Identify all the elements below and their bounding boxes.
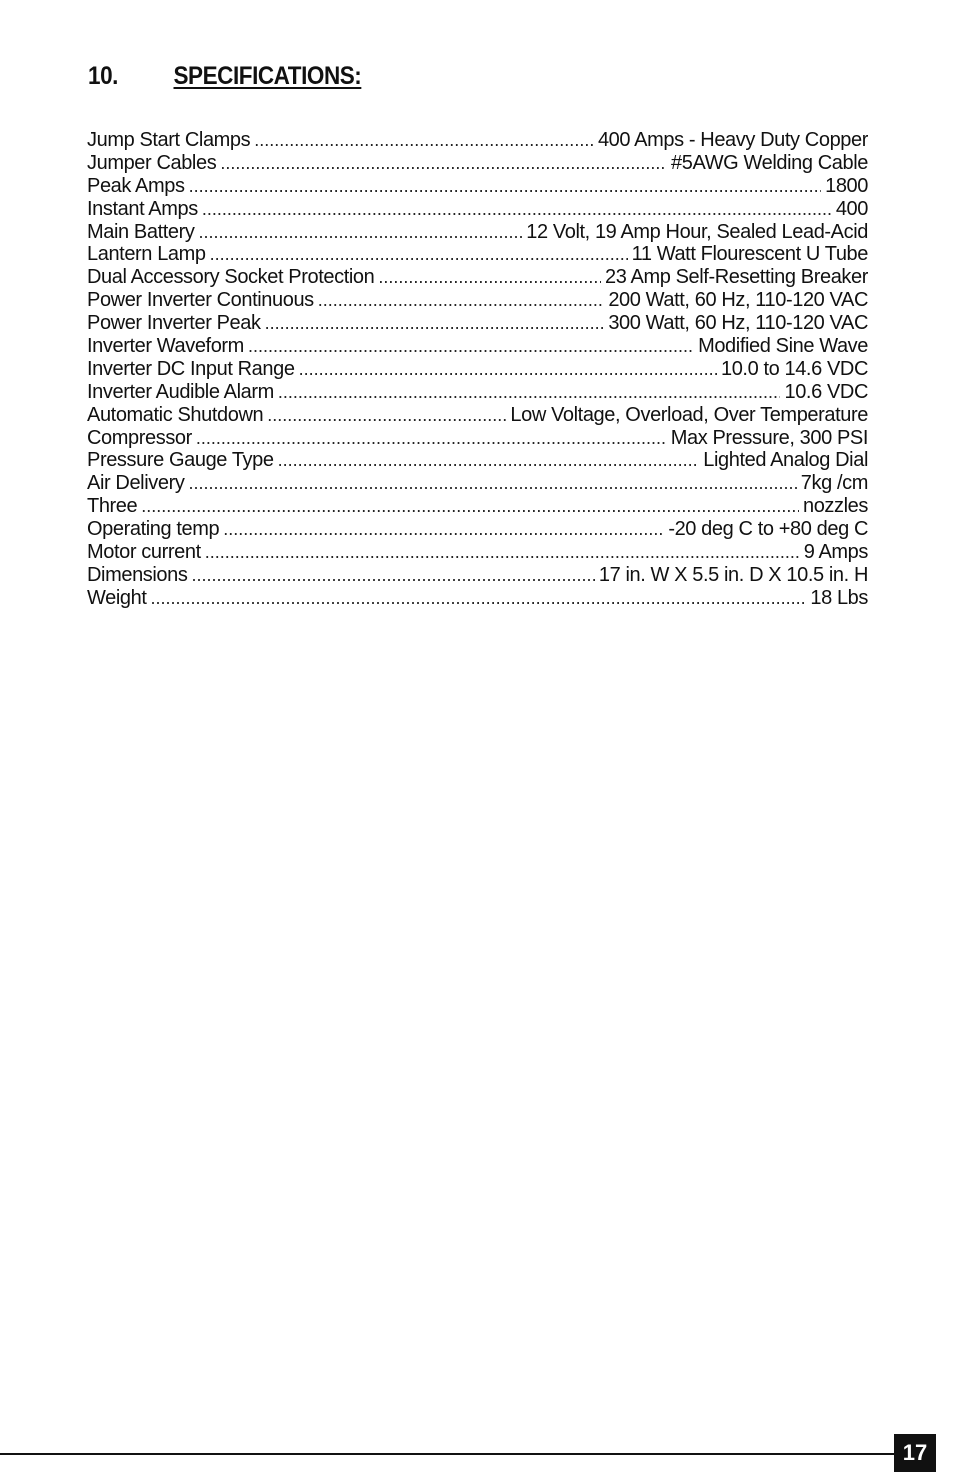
spec-label: Power Inverter Continuous [87, 289, 318, 312]
spec-value: 400 Amps - Heavy Duty Copper [594, 129, 868, 152]
spec-row [87, 358, 868, 381]
dot-leader [202, 199, 832, 220]
spec-label: Air Delivery [87, 472, 188, 495]
spec-label: Peak Amps [87, 175, 189, 198]
spec-label: Jump Start Clamps [87, 129, 254, 152]
spec-row [87, 312, 868, 335]
dot-leader [188, 473, 796, 494]
spec-value: 23 Amp Self-Resetting Breaker [601, 266, 868, 289]
spec-value: 11 Watt Flourescent U Tube [628, 243, 868, 266]
spec-row [87, 587, 868, 610]
dot-leader [278, 450, 700, 471]
spec-row [87, 198, 868, 221]
spec-row [87, 152, 868, 175]
spec-row [87, 289, 868, 312]
spec-value: Lighted Analog Dial [699, 449, 868, 472]
spec-value: 18 Lbs [806, 587, 868, 610]
spec-row [87, 266, 868, 289]
spec-label: Weight [87, 587, 151, 610]
dot-leader [196, 428, 667, 449]
footer-rule [0, 1453, 900, 1455]
spec-row [87, 175, 868, 198]
dot-leader [205, 542, 800, 563]
dot-leader [198, 222, 522, 243]
page-number: 17 [902, 1440, 928, 1465]
spec-value: nozzles [799, 495, 868, 518]
dot-leader [141, 496, 799, 517]
spec-value: 17 in. W X 5.5 in. D X 10.5 in. H [595, 564, 868, 587]
spec-row [87, 129, 868, 152]
page-number-badge [894, 1434, 936, 1472]
spec-label: Inverter Waveform [87, 335, 248, 358]
spec-row [87, 427, 868, 450]
spec-label: Power Inverter Peak [87, 312, 265, 335]
spec-label: Operating temp [87, 518, 223, 541]
spec-value: 300 Watt, 60 Hz, 110-120 VAC [604, 312, 868, 335]
spec-label: Pressure Gauge Type [87, 449, 278, 472]
dot-leader [248, 336, 694, 357]
dot-leader [191, 565, 594, 586]
spec-value: Modified Sine Wave [694, 335, 868, 358]
spec-label: Compressor [87, 427, 196, 450]
spec-label: Inverter Audible Alarm [87, 381, 278, 404]
spec-label: Three [87, 495, 141, 518]
spec-label: Main Battery [87, 221, 198, 244]
spec-value: #5AWG Welding Cable [667, 152, 868, 175]
dot-leader [220, 153, 667, 174]
dot-leader [189, 176, 822, 197]
spec-value: 12 Volt, 19 Amp Hour, Sealed Lead-Acid [522, 221, 868, 244]
spec-row [87, 564, 868, 587]
section-number: 10. [88, 62, 118, 90]
spec-value: Max Pressure, 300 PSI [667, 427, 868, 450]
spec-row [87, 404, 868, 427]
spec-label: Motor current [87, 541, 205, 564]
spec-row [87, 243, 868, 266]
dot-leader [378, 267, 601, 288]
spec-value: 10.6 VDC [780, 381, 868, 404]
spec-row [87, 518, 868, 541]
spec-row [87, 449, 868, 472]
section-title: SPECIFICATIONS: [173, 62, 362, 90]
section-heading [88, 62, 361, 91]
dot-leader [223, 519, 664, 540]
dot-leader [318, 290, 605, 311]
dot-leader [254, 130, 594, 151]
spec-label: Lantern Lamp [87, 243, 210, 266]
spec-row [87, 541, 868, 564]
dot-leader [265, 313, 605, 334]
spec-row [87, 495, 868, 518]
spec-label: Automatic Shutdown [87, 404, 267, 427]
spec-value: 9 Amps [800, 541, 868, 564]
spec-label: Jumper Cables [87, 152, 220, 175]
dot-leader [278, 382, 781, 403]
spec-value: -20 deg C to +80 deg C [664, 518, 868, 541]
spec-label: Dual Accessory Socket Protection [87, 266, 378, 289]
dot-leader [267, 405, 506, 426]
spec-row [87, 381, 868, 404]
dot-leader [151, 588, 807, 609]
spec-row [87, 221, 868, 244]
spec-value: 10.0 to 14.6 VDC [717, 358, 868, 381]
dot-leader [299, 359, 717, 380]
spec-value: 1800 [821, 175, 868, 198]
dot-leader [210, 244, 628, 265]
spec-value: Low Voltage, Overload, Over Temperature [506, 404, 868, 427]
spec-row [87, 335, 868, 358]
spec-value: 200 Watt, 60 Hz, 110-120 VAC [604, 289, 868, 312]
spec-row [87, 472, 868, 495]
spec-label: Instant Amps [87, 198, 202, 221]
spec-list [87, 129, 868, 610]
spec-label: Inverter DC Input Range [87, 358, 299, 381]
spec-value: 7kg /cm [797, 472, 868, 495]
spec-label: Dimensions [87, 564, 191, 587]
spec-value: 400 [832, 198, 868, 221]
